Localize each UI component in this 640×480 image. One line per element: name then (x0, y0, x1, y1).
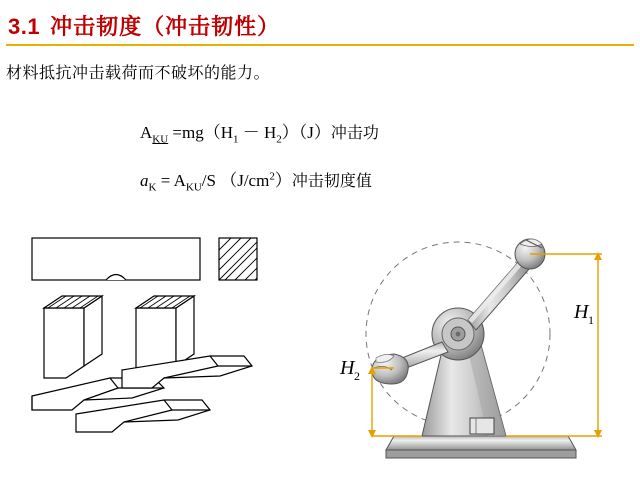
page-title (8, 10, 628, 41)
formula1-var: A (140, 123, 153, 142)
label-h2-sub: 2 (354, 369, 360, 383)
formula2-sub1: KU (185, 181, 202, 194)
formula2-tail: ） (274, 171, 292, 190)
formula2-caption: 冲击韧度值 (291, 173, 372, 190)
formula2-var: a (140, 171, 149, 190)
title-divider (6, 44, 634, 46)
formula-impact-work (140, 118, 379, 145)
notched-specimen-diagram (14, 228, 314, 458)
formula1-var-sub: KU (152, 133, 169, 146)
formula2-mid: /S （J/cm (201, 171, 270, 190)
formula2-body: = A (156, 171, 186, 190)
charpy-impact-tester-diagram (330, 222, 630, 472)
label-h1-sub: 1 (588, 313, 594, 327)
formula1-caption: 冲击功 (330, 125, 379, 142)
intro-text: 材料抵抗冲击载荷而不破坏的能力。 (6, 65, 271, 82)
label-h2: H (340, 357, 355, 379)
title-text: 冲击韧度（冲击韧性） (50, 14, 281, 39)
formula-impact-toughness (140, 166, 372, 193)
formula1-tail: ）（J） (281, 123, 331, 142)
formula1-body: =mg（H (168, 123, 234, 142)
title-number: 3.1 (8, 14, 41, 39)
formula1-mid: － H (238, 123, 277, 142)
formula1-sub1: 1 (233, 133, 239, 146)
formula2-var-sub: K (148, 181, 157, 194)
formula2-sup: 2 (269, 170, 275, 183)
formula1-sub2: 2 (276, 133, 282, 146)
label-h1: H (574, 301, 589, 323)
